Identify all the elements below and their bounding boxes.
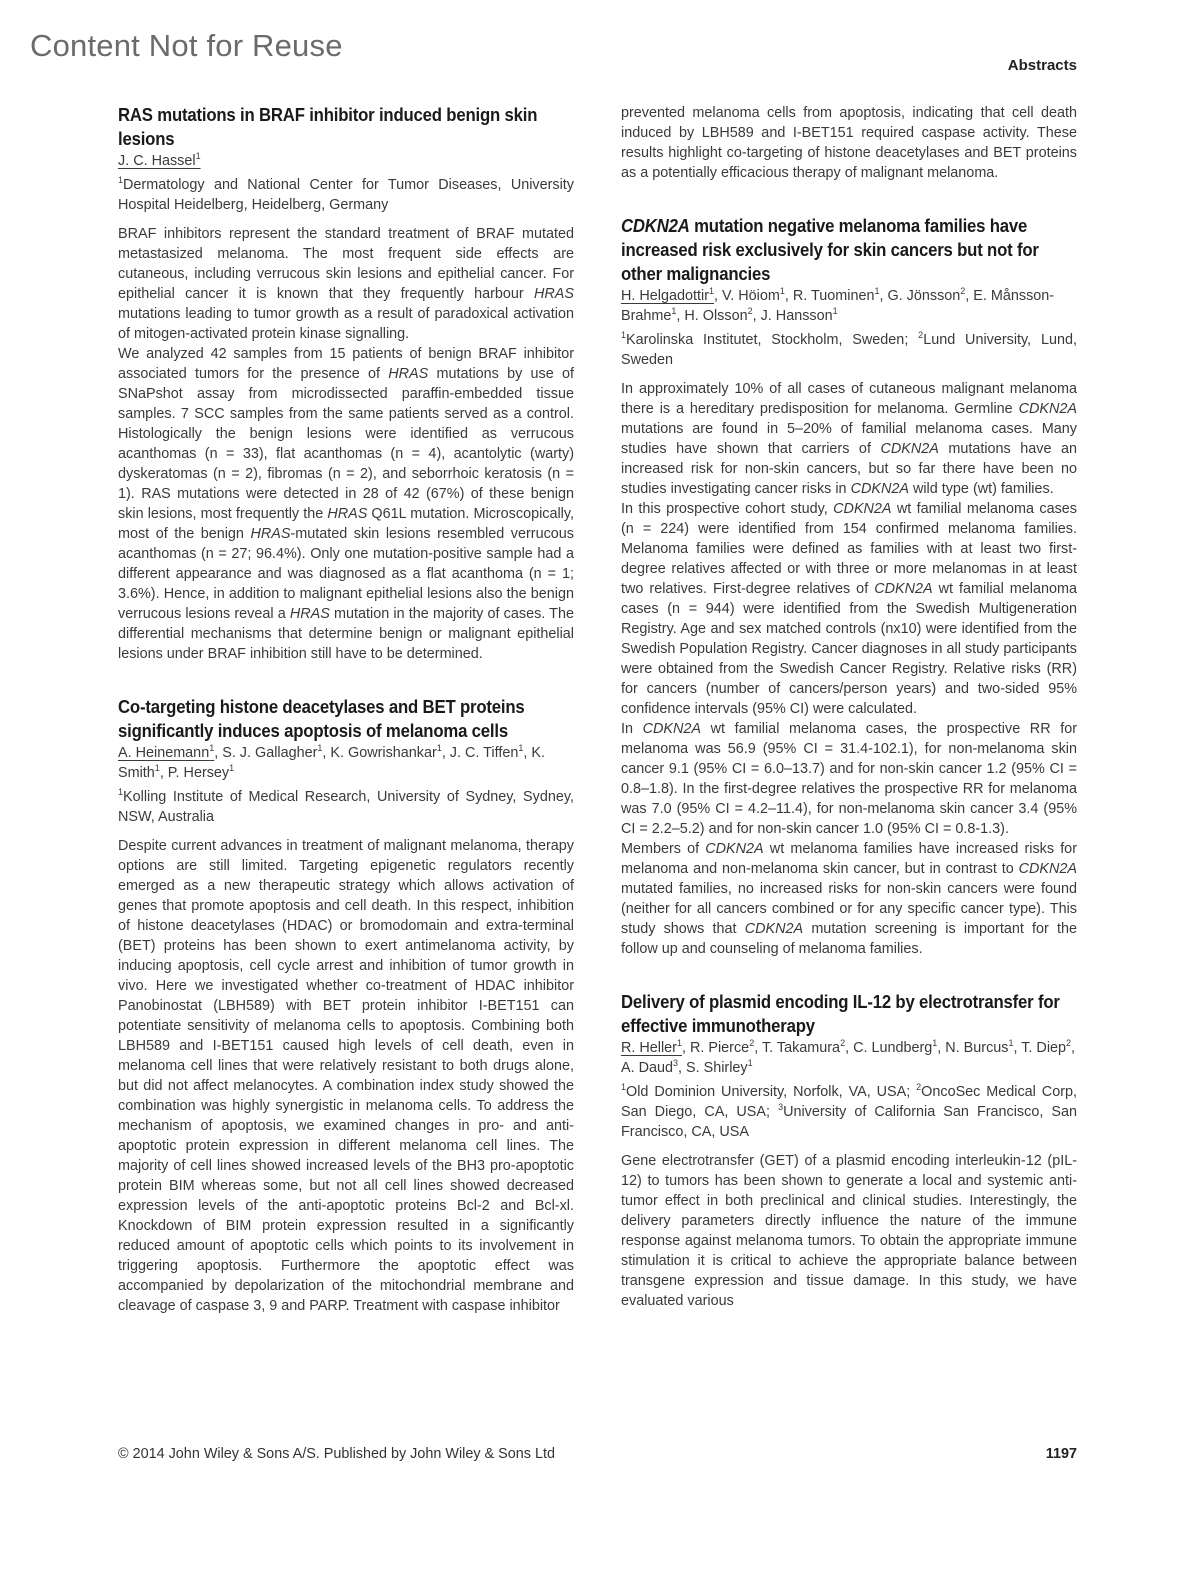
gene-name: CDKN2A	[744, 921, 804, 937]
affiliation-marker: 1	[676, 1038, 682, 1049]
presenting-author: H. Helgadottir$^1$	[621, 286, 714, 304]
body-paragraph: In CDKN2A wt familial melanoma cases, the prospective RR for melanoma was 56.9 (95% CI = 31.4-102.1), for non-melanoma skin cancer 9.1 (95% CI = 6.0–13.7) and for non-skin cancer 1.2 (95% CI = 0.8–1.8). In the first-degree relatives the prospective RR for melanoma was 7.0 (95% CI = 4.2–11.4), for non-melanoma skin cancer 3.4 (95% CI = 2.2–5.2) and for non-skin cancer 1.0 (95% CI = 0.8-1.3).	[621, 721, 1077, 837]
affiliation-marker: 1	[518, 743, 524, 754]
gene-name: HRAS	[250, 526, 291, 542]
affiliation-marker: 2	[747, 306, 753, 317]
section-label: Abstracts	[1007, 57, 1077, 74]
affiliation-marker: 1	[832, 306, 838, 317]
body-paragraph: Despite current advances in treatment of malignant melanoma, therapy options are still limited. Targeting epigenetic regulators recently emerged as a new therapeutic strategy which allows activation of genes that promote apoptosis and cell death. In this respect, inhibition of histone deacetylases (HDAC) or bromodomain and extra-terminal (BET) proteins has been shown to exert antimelanoma activity, by inducing apoptosis, cell cycle arrest and inhibition of tumor growth in vivo. Here we investigated whether co-treatment of HDAC inhibitor Panobinostat (LBH589) with BET protein inhibitor I-BET151 can potentiate sensitivity of melanoma cells to apoptosis. Combining both LBH589 and I-BET151 caused high levels of cell death, even in melanoma cell lines that were relatively resistant to both drugs alone, but did not affect melanocytes. A combination index study showed the combination was highly synergistic in melanoma cells. To address the mechanism of apoptosis, we examined changes in pro- and anti-apoptotic protein expression in different melanoma cell lines. The majority of cell lines showed increased levels of the BH3 pro-apoptotic protein BIM whereas some, but not all cell lines showed decreased expression levels of the anti-apoptotic proteins Bcl-2 and Bcl-xl. Knockdown of BIM protein expression resulted in a significantly reduced amount of apoptotic cells which points to its involvement in triggering apoptosis. Furthermore the apoptotic effect was accompanied by depolarization of the mitochondrial membrane and cleavage of caspase 3, 9 and PARP. Treatment with caspase inhibitor	[118, 838, 574, 1314]
body-paragraph: In approximately 10% of all cases of cutaneous malignant melanoma there is a hereditary predisposition for melanoma. Germline CDKN2A mutations are found in 5–20% of familial melanoma cases. Many studies have shown that carriers of CDKN2A mutations have an increased risk for non-skin cancers, but so far there have been no studies investigating cancer risks in CDKN2A wild type (wt) families.	[621, 381, 1077, 497]
body-paragraph: Gene electrotransfer (GET) of a plasmid encoding interleukin-12 (pIL-12) to tumors has been shown to generate a local and systemic anti-tumor effect in both preclinical and clinical studies. Interestingly, the delivery parameters directly influence the nature of the immune response against melanoma tumors. To obtain the appropriate immune stimulation it is critical to achieve the appropriate balance between transgene expression and tissue damage. In this study, we have evaluated various	[621, 1153, 1077, 1309]
body-paragraph: prevented melanoma cells from apoptosis, indicating that cell death induced by LBH589 and I-BET151 required caspase activity. These results highlight co-targeting of histone deacetylases and BET proteins as a potentially efficacious therapy of malignant melanoma.	[621, 105, 1077, 181]
affiliation-marker: 1	[779, 286, 785, 297]
abstract-body	[621, 379, 1077, 959]
affiliation-marker: 2	[916, 1082, 922, 1093]
affiliation-marker: 1	[195, 151, 201, 162]
presenting-author: R. Heller$^1$	[621, 1038, 682, 1056]
gene-name: CDKN2A	[850, 481, 909, 497]
abstract-title: RAS mutations in BRAF inhibitor induced benign skin lesions	[118, 105, 538, 149]
affiliation-marker: 2	[840, 1038, 846, 1049]
gene-name: HRAS	[327, 506, 368, 522]
body-paragraph: In this prospective cohort study, CDKN2A wt familial melanoma cases (n = 224) were identified from 154 confirmed melanoma families. Melanoma families were defined as families with at least two first-degree relatives affected or with three or more melanomas in at least two relatives. First-degree relatives of CDKN2A wt familial melanoma cases (n = 944) were identified from the Swedish Multigeneration Registry. Age and sex matched controls (nx10) were identified from the Swedish Population Registry. Cancer diagnoses in all study participants were obtained from the Swedish Cancer Registry. Relative risks (RR) for cancers (number of cancers/person years) and two-sided 95% confidence intervals (95% CI) were calculated.	[621, 501, 1077, 717]
affiliation-marker: 1	[436, 743, 442, 754]
gene-name: HRAS	[388, 366, 429, 382]
affiliation-marker: 1	[154, 763, 160, 774]
gene-name: HRAS	[534, 286, 574, 302]
abstract-title: CDKN2A mutation negative melanoma families have increased risk exclusively for skin cancers but not for other malignancies	[621, 216, 1039, 284]
affiliation-marker: 1	[874, 286, 880, 297]
affiliation-marker: 1	[708, 286, 714, 297]
body-paragraph: Members of CDKN2A wt melanoma families have increased risks for melanoma and non-melanoma skin cancer, but in contrast to CDKN2A mutated families, no increased risks for non-skin cancers were found (neither for all cancers combined or for any specific cancer type). This study shows that CDKN2A mutation screening is important for the follow up and counseling of melanoma families.	[621, 841, 1078, 957]
affiliation: $^1$Old Dominion University, Norfolk, VA, USA; $^2$OncoSec Medical Corp, San Diego, CA, USA; $^3$University of California San Francisco, San Francisco, CA, USA	[621, 1082, 1077, 1140]
affiliation-marker: 1	[747, 1058, 753, 1069]
gene-name: CDKN2A	[705, 841, 764, 857]
affiliation-marker: 1	[209, 743, 215, 754]
affiliation-marker: 3	[778, 1102, 784, 1113]
gene-name: CDKN2A	[1018, 401, 1077, 417]
author-list: R. Heller$^1$, R. Pierce$^2$, T. Takamura$^2$, C. Lundberg$^1$, N. Burcus$^1$, T. Diep$^2$, A. Daud$^3$, S. Shirley$^1$	[621, 1038, 1076, 1076]
affiliation-marker: 1	[1008, 1038, 1014, 1049]
abstract-body	[118, 224, 574, 664]
watermark: Content Not for Reuse	[30, 28, 343, 63]
body-paragraph: BRAF inhibitors represent the standard treatment of BRAF mutated metastasized melanoma. The most frequent side effects are cutaneous, including verrucous skin lesions and epithelial cancer. For epithelial cancer it is known that they frequently harbour HRAS mutations leading to tumor growth as a result of paradoxical activation of mitogen-activated protein kinase signalling.	[118, 226, 574, 342]
affiliation-marker: 1	[118, 175, 124, 186]
affiliation-marker: 3	[673, 1058, 679, 1069]
gene-name: CDKN2A	[621, 216, 690, 236]
affiliation: $^1$Karolinska Institutet, Stockholm, Sweden; $^2$Lund University, Lund, Sweden	[621, 330, 1078, 368]
left-column	[118, 103, 574, 1316]
abstract-il12-electrotransfer	[621, 990, 1077, 1311]
affiliation-marker: 1	[229, 763, 235, 774]
abstract-cdkn2a-families	[621, 214, 1077, 959]
gene-name: CDKN2A	[1018, 861, 1077, 877]
affiliation-marker: 1	[317, 743, 323, 754]
presenting-author: J. C. Hassel$^1$	[118, 151, 201, 169]
abstract-ras-mutations	[118, 103, 574, 664]
author-list: H. Helgadottir$^1$, V. Höiom$^1$, R. Tuominen$^1$, G. Jönsson$^2$, E. Månsson-Brahme$^1$, H. Olsson$^2$, J. Hansson$^1$	[621, 286, 1055, 324]
affiliation-marker: 2	[960, 286, 966, 297]
gene-name: CDKN2A	[642, 721, 701, 737]
right-column	[621, 103, 1077, 1311]
abstract-co-targeting-continued	[621, 103, 1077, 183]
copyright-notice: © 2014 John Wiley & Sons A/S. Published by John Wiley & Sons Ltd	[118, 1446, 555, 1462]
affiliation-marker: 1	[932, 1038, 938, 1049]
gene-name: HRAS	[289, 606, 330, 622]
gene-name: CDKN2A	[880, 441, 939, 457]
affiliation-marker: 1	[671, 306, 677, 317]
affiliation-marker: 1	[621, 1082, 627, 1093]
abstract-title: Co-targeting histone deacetylases and BET proteins significantly induces apoptosis of melanoma cells	[118, 697, 525, 741]
abstract-co-targeting-hdac-bet	[118, 695, 574, 1316]
abstract-body	[621, 1151, 1077, 1311]
presenting-author: A. Heinemann$^1$	[118, 743, 215, 761]
affiliation: $^1$Kolling Institute of Medical Research, University of Sydney, Sydney, NSW, Australia	[118, 787, 574, 825]
affiliation-marker: 1	[118, 787, 124, 798]
page-number: 1197	[1045, 1446, 1077, 1462]
gene-name: CDKN2A	[833, 501, 892, 517]
page-footer	[118, 1446, 1077, 1462]
author-list	[118, 151, 574, 171]
author-list: A. Heinemann$^1$, S. J. Gallagher$^1$, K. Gowrishankar$^1$, J. C. Tiffen$^1$, K. Smith$^1$, P. Hersey$^1$	[118, 743, 545, 781]
affiliation-marker: 1	[621, 330, 627, 341]
affiliation-marker: 2	[1066, 1038, 1072, 1049]
affiliation-marker: 2	[749, 1038, 755, 1049]
affiliation-marker: 2	[918, 330, 924, 341]
abstract-body	[118, 836, 574, 1316]
body-paragraph: We analyzed 42 samples from 15 patients of benign BRAF inhibitor associated tumors for the presence of HRAS mutations by use of SNaPshot assay from microdissected paraffin-embedded tissue samples. 7 SCC samples from the same patients served as a control. Histologically the benign lesions were identified as verrucous acanthomas (n = 33), flat acanthomas (n = 4), acantolytic (warty) dyskeratomas (n = 2), fibromas (n = 2), and seborrhoic keratosis (n = 1). RAS mutations were detected in 28 of 42 (67%) of these benign skin lesions, most frequently the HRAS Q61L mutation. Microscopically, most of the benign HRAS-mutated skin lesions resembled verrucous acanthomas (n = 27; 96.4%). Only one mutation-positive sample had a different appearance and was diagnosed as a flat acanthoma (n = 1; 3.6%). Hence, in addition to malignant epithelial lesions also the benign verrucous lesions reveal a HRAS mutation in the majority of cases. The differential mechanisms that determine benign or malignant epithelial lesions under BRAF inhibition still have to be determined.	[118, 346, 574, 662]
abstract-body	[621, 103, 1077, 183]
abstract-title: Delivery of plasmid encoding IL-12 by electrotransfer for effective immunotherapy	[621, 992, 1060, 1036]
gene-name: CDKN2A	[874, 581, 933, 597]
affiliation: $^1$Dermatology and National Center for Tumor Diseases, University Hospital Heidelberg, Heidelberg, Germany	[118, 175, 574, 213]
